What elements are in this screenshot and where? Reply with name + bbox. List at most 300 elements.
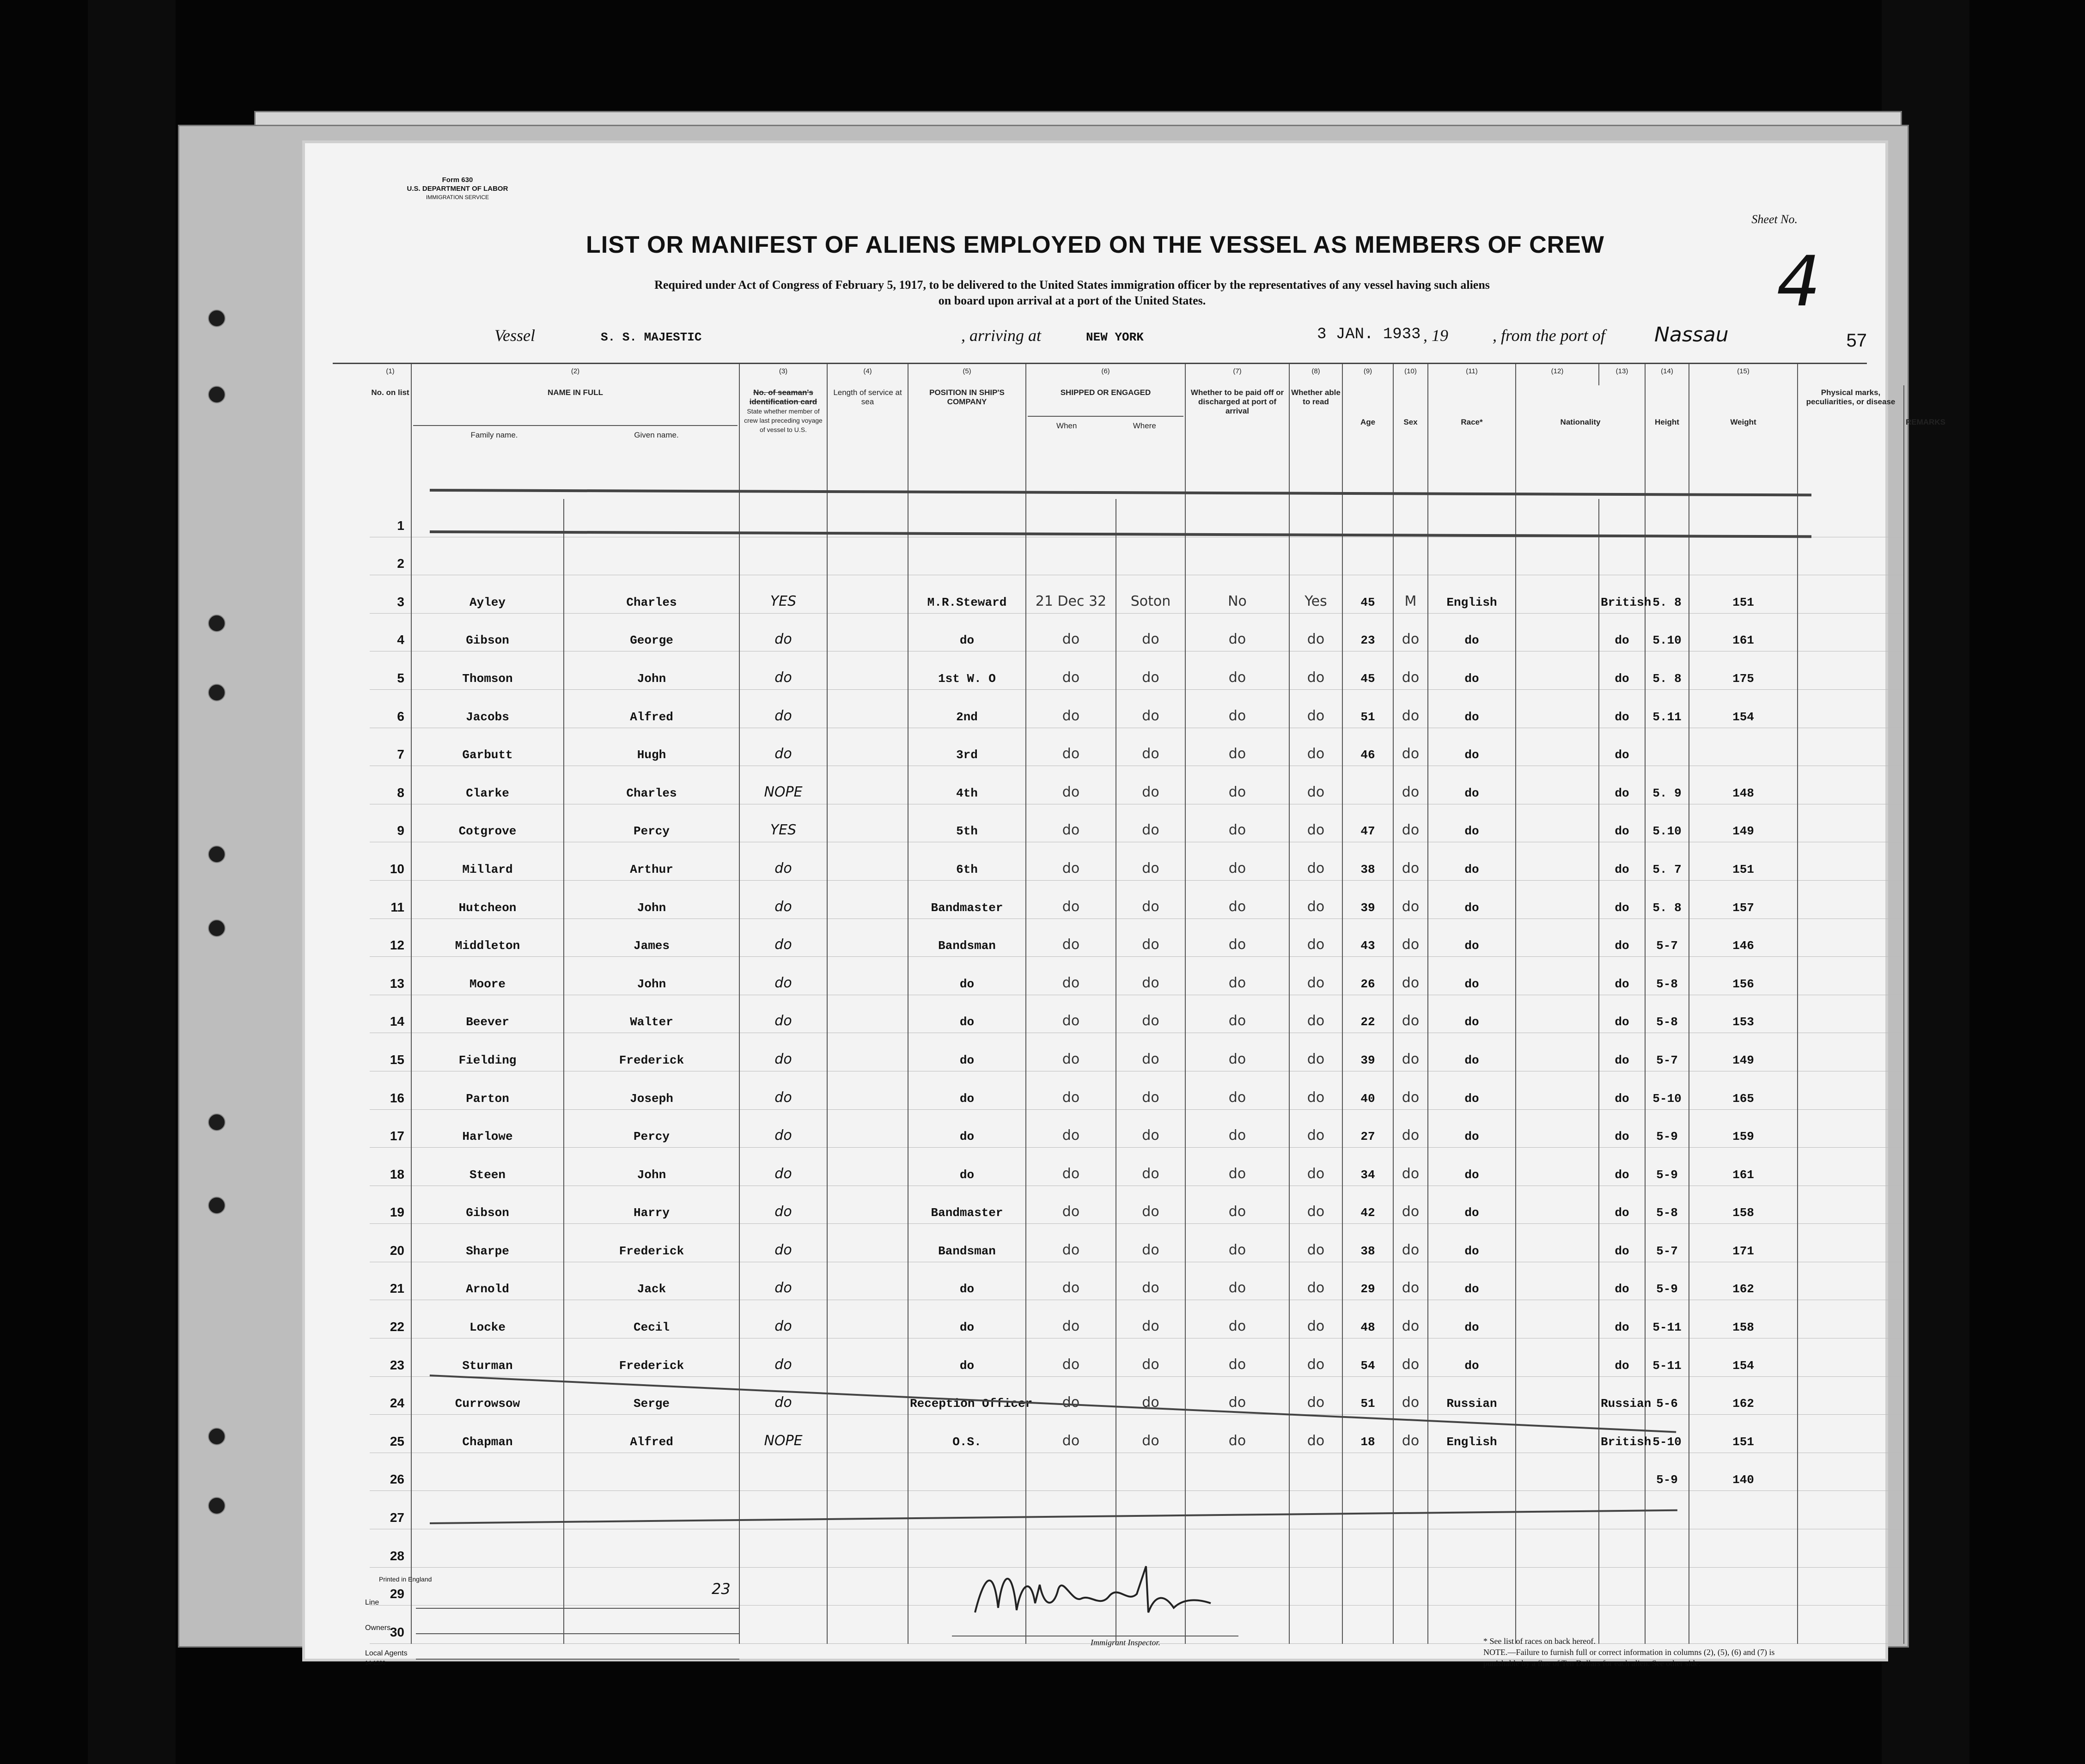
physical-marks-cell: [1798, 804, 1904, 842]
col-num: (13): [1599, 364, 1645, 385]
race-cell: do: [1428, 728, 1516, 766]
shipped-when-cell: do: [1026, 918, 1116, 957]
nationality-cell: [1599, 1529, 1645, 1568]
form-code: 14-1290: [365, 1660, 386, 1666]
shipped-when-cell: do: [1026, 1262, 1116, 1300]
length-service-cell: [827, 1262, 908, 1300]
race-cell: do: [1428, 957, 1516, 995]
shipped-when-cell: [1026, 499, 1116, 537]
nationality-cell: do: [1599, 880, 1645, 918]
nationality-cell: [1599, 1453, 1645, 1491]
shipped-when-cell: do: [1026, 842, 1116, 881]
weight-cell: 151: [1689, 842, 1798, 881]
shipped-where-cell: do: [1116, 689, 1185, 728]
position-cell: 3rd: [908, 728, 1026, 766]
shipped-where-cell: [1116, 1453, 1185, 1491]
previous-voyage-cell: do: [739, 1376, 827, 1415]
punch-hole: [208, 846, 226, 863]
height-cell: 5-10: [1645, 1415, 1689, 1453]
row-number: 7: [370, 728, 411, 766]
position-cell: [908, 1453, 1026, 1491]
given-name-cell: John: [564, 1148, 739, 1186]
race-cell: do: [1428, 995, 1516, 1033]
nationality-cell: [1599, 537, 1645, 575]
physical-marks-cell: [1798, 689, 1904, 728]
given-name-cell: Jack: [564, 1262, 739, 1300]
spacer-cell: [1516, 1224, 1599, 1262]
physical-marks-cell: [1798, 1453, 1904, 1491]
race-cell: do: [1428, 918, 1516, 957]
shipped-where-cell: Soton: [1116, 575, 1185, 614]
row-number: 16: [370, 1071, 411, 1109]
position-cell: O.S.: [908, 1415, 1026, 1453]
physical-marks-cell: [1798, 880, 1904, 918]
shipped-where-cell: do: [1116, 1376, 1185, 1415]
spacer-cell: [1516, 651, 1599, 690]
seaman-card-label: No. of seaman's identification card: [749, 388, 817, 406]
age-cell: 18: [1342, 1415, 1393, 1453]
sex-cell: do: [1393, 1224, 1428, 1262]
col-num: (11): [1428, 364, 1516, 385]
paid-off-cell: do: [1185, 1300, 1289, 1338]
race-cell: do: [1428, 766, 1516, 804]
vessel-line: [494, 323, 1858, 349]
physical-marks-cell: [1798, 1338, 1904, 1377]
family-name-cell: Cotgrove: [411, 804, 564, 842]
paid-off-cell: do: [1185, 1262, 1289, 1300]
sex-cell: [1393, 1453, 1428, 1491]
paid-off-cell: do: [1185, 842, 1289, 881]
position-cell: [908, 1491, 1026, 1529]
able-read-cell: [1289, 1567, 1342, 1606]
paid-off-cell: do: [1185, 1338, 1289, 1377]
family-name-cell: Locke: [411, 1300, 564, 1338]
col-num: (2): [411, 364, 739, 385]
family-name-cell: Beever: [411, 995, 564, 1033]
shipped-when-cell: do: [1026, 728, 1116, 766]
physical-marks-cell: [1798, 766, 1904, 804]
physical-marks-cell: [1798, 1300, 1904, 1338]
weight-cell: 157: [1689, 880, 1798, 918]
shipped-where-cell: do: [1116, 728, 1185, 766]
punch-hole: [208, 1197, 226, 1214]
spacer-cell: [1516, 995, 1599, 1033]
given-name-cell: Alfred: [564, 1415, 739, 1453]
position-cell: do: [908, 1148, 1026, 1186]
previous-voyage-cell: do: [739, 1224, 827, 1262]
height-cell: 5-9: [1645, 1453, 1689, 1491]
agents-underline: [416, 1659, 739, 1660]
family-name-cell: Middleton: [411, 918, 564, 957]
family-name-cell: [411, 1453, 564, 1491]
shipped-when-cell: do: [1026, 1376, 1116, 1415]
given-name-cell: Frederick: [564, 1338, 739, 1377]
given-name-cell: Charles: [564, 575, 739, 614]
manifest-subtitle: [518, 277, 1627, 309]
height-cell: [1645, 499, 1689, 537]
able-read-cell: do: [1289, 728, 1342, 766]
form-number: Form 630: [442, 176, 473, 184]
age-cell: [1342, 1606, 1393, 1644]
shipped-when-cell: do: [1026, 1224, 1116, 1262]
nationality-cell: do: [1599, 1071, 1645, 1109]
previous-voyage-cell: [739, 1606, 827, 1644]
previous-voyage-cell: [739, 1529, 827, 1568]
age-cell: [1342, 1453, 1393, 1491]
spacer-cell: [1516, 499, 1599, 537]
shipped-when-cell: do: [1026, 1300, 1116, 1338]
given-name-cell: Harry: [564, 1186, 739, 1224]
shipped-where-cell: do: [1116, 918, 1185, 957]
table-row: [370, 1224, 1904, 1262]
length-service-cell: [827, 842, 908, 881]
length-service-cell: [827, 1300, 908, 1338]
able-read-cell: do: [1289, 1033, 1342, 1071]
col-age: Age: [1342, 385, 1393, 499]
given-name-cell: James: [564, 918, 739, 957]
nationality-cell: do: [1599, 957, 1645, 995]
weight-cell: 159: [1689, 1109, 1798, 1148]
family-name-cell: Garbutt: [411, 728, 564, 766]
family-name-cell: [411, 1529, 564, 1568]
length-service-cell: [827, 689, 908, 728]
height-cell: 5. 8: [1645, 880, 1689, 918]
weight-cell: [1689, 728, 1798, 766]
given-name-cell: Frederick: [564, 1033, 739, 1071]
table-row: [370, 1109, 1904, 1148]
nationality-cell: [1599, 1567, 1645, 1606]
col-seaman-card: [739, 385, 827, 499]
age-cell: 27: [1342, 1109, 1393, 1148]
table-row: [370, 918, 1904, 957]
paid-off-cell: do: [1185, 1415, 1289, 1453]
previous-voyage-cell: do: [739, 1148, 827, 1186]
table-row: [370, 537, 1904, 575]
table-row: [370, 1186, 1904, 1224]
weight-cell: [1689, 499, 1798, 537]
table-row: [370, 804, 1904, 842]
sex-cell: do: [1393, 651, 1428, 690]
nationality-cell: do: [1599, 1033, 1645, 1071]
length-service-cell: [827, 1109, 908, 1148]
length-service-cell: [827, 880, 908, 918]
shipped-where-cell: do: [1116, 1338, 1185, 1377]
col-length-service: Length of service at sea: [827, 385, 908, 499]
nationality-cell: do: [1599, 1224, 1645, 1262]
length-service-cell: [827, 1148, 908, 1186]
family-name-cell: Fielding: [411, 1033, 564, 1071]
physical-marks-cell: [1798, 995, 1904, 1033]
age-cell: [1342, 1529, 1393, 1568]
shipped-where-cell: do: [1116, 766, 1185, 804]
footer-notes: [1483, 1636, 1807, 1669]
shipped-where-cell: do: [1116, 1262, 1185, 1300]
table-row: [370, 1300, 1904, 1338]
weight-cell: 149: [1689, 804, 1798, 842]
position-cell: M.R.Steward: [908, 575, 1026, 614]
family-name-cell: Parton: [411, 1071, 564, 1109]
weight-cell: [1689, 1529, 1798, 1568]
weight-cell: 146: [1689, 918, 1798, 957]
shipped-when-cell: do: [1026, 1415, 1116, 1453]
race-cell: [1428, 537, 1516, 575]
paid-off-cell: do: [1185, 957, 1289, 995]
row-number: 28: [370, 1529, 411, 1568]
sex-cell: do: [1393, 613, 1428, 651]
subtitle-line-1: Required under Act of Congress of February 5, 1917, to be delivered to the United States immigration officer by the representatives of any vessel having such aliens: [654, 278, 1490, 292]
length-service-cell: [827, 728, 908, 766]
length-service-cell: [827, 804, 908, 842]
paid-off-cell: do: [1185, 1109, 1289, 1148]
shipped-when-cell: [1026, 1453, 1116, 1491]
spacer-cell: [1516, 728, 1599, 766]
family-name-cell: Steen: [411, 1148, 564, 1186]
previous-voyage-cell: NOPE: [739, 766, 827, 804]
family-name-cell: Gibson: [411, 613, 564, 651]
position-cell: do: [908, 957, 1026, 995]
col-nationality: Nationality: [1516, 385, 1645, 499]
where-label: Where: [1133, 421, 1156, 430]
row-number: 26: [370, 1453, 411, 1491]
family-name-cell: Clarke: [411, 766, 564, 804]
given-name-cell: John: [564, 880, 739, 918]
height-cell: 5-8: [1645, 957, 1689, 995]
sex-cell: do: [1393, 766, 1428, 804]
age-cell: 38: [1342, 842, 1393, 881]
punch-hole: [208, 614, 226, 632]
able-read-cell: do: [1289, 1071, 1342, 1109]
sex-cell: do: [1393, 1262, 1428, 1300]
sex-cell: do: [1393, 1109, 1428, 1148]
nationality-cell: do: [1599, 689, 1645, 728]
age-cell: 39: [1342, 1033, 1393, 1071]
position-cell: 1st W. O: [908, 651, 1026, 690]
nationality-cell: do: [1599, 613, 1645, 651]
height-cell: 5-10: [1645, 1071, 1689, 1109]
table-row: [370, 1262, 1904, 1300]
physical-marks-cell: [1798, 1606, 1904, 1644]
shipped-when-cell: do: [1026, 1109, 1116, 1148]
row-number: 29: [370, 1567, 411, 1606]
row-number: 17: [370, 1109, 411, 1148]
race-cell: do: [1428, 1224, 1516, 1262]
previous-voyage-cell: do: [739, 651, 827, 690]
age-cell: 51: [1342, 689, 1393, 728]
previous-voyage-cell: do: [739, 689, 827, 728]
shipped-where-cell: [1116, 537, 1185, 575]
shipped-when-cell: do: [1026, 689, 1116, 728]
family-name-cell: Sharpe: [411, 1224, 564, 1262]
weight-cell: 162: [1689, 1376, 1798, 1415]
col-height: Height: [1645, 385, 1689, 499]
previous-voyage-cell: do: [739, 728, 827, 766]
able-read-cell: do: [1289, 842, 1342, 881]
table-row: [370, 1453, 1904, 1491]
manifest-title: LIST OR MANIFEST OF ALIENS EMPLOYED ON THE VESSEL AS MEMBERS OF CREW: [586, 231, 1604, 258]
shipped-when-cell: do: [1026, 957, 1116, 995]
previous-voyage-cell: do: [739, 995, 827, 1033]
age-cell: 38: [1342, 1224, 1393, 1262]
height-cell: 5. 8: [1645, 575, 1689, 614]
spacer-cell: [1516, 1186, 1599, 1224]
subtitle-line-2: on board upon arrival at a port of the United States.: [938, 294, 1206, 307]
row-number: 13: [370, 957, 411, 995]
arriving-port: NEW YORK: [1086, 330, 1144, 344]
physical-marks-cell: [1798, 842, 1904, 881]
nationality-cell: [1599, 499, 1645, 537]
row-number: 21: [370, 1262, 411, 1300]
sheet-number-label: Sheet No.: [1751, 213, 1798, 226]
previous-voyage-cell: do: [739, 1338, 827, 1377]
height-cell: 5. 8: [1645, 651, 1689, 690]
height-cell: 5.11: [1645, 689, 1689, 728]
line-label: Line: [365, 1599, 379, 1606]
physical-marks-cell: [1798, 1415, 1904, 1453]
able-read-cell: [1289, 1606, 1342, 1644]
height-cell: 5-11: [1645, 1338, 1689, 1377]
manifest-body: [370, 364, 1904, 1643]
weight-cell: [1689, 1491, 1798, 1529]
col-num: (4): [827, 364, 908, 385]
col-sex: Sex: [1393, 385, 1428, 499]
physical-marks-cell: [1798, 1491, 1904, 1529]
shipped-where-cell: do: [1116, 613, 1185, 651]
table-row: [370, 728, 1904, 766]
family-name-cell: Millard: [411, 842, 564, 881]
sex-cell: do: [1393, 1300, 1428, 1338]
race-cell: do: [1428, 613, 1516, 651]
position-cell: do: [908, 1338, 1026, 1377]
nationality-cell: Russian: [1599, 1376, 1645, 1415]
row-number: 11: [370, 880, 411, 918]
row-number: 25: [370, 1415, 411, 1453]
agents-label: Local Agents: [365, 1649, 408, 1657]
row-number: 3: [370, 575, 411, 614]
age-cell: 45: [1342, 651, 1393, 690]
given-name-label: Given name.: [634, 431, 679, 439]
length-service-cell: [827, 613, 908, 651]
sex-cell: do: [1393, 1415, 1428, 1453]
year-label: , 19: [1423, 326, 1448, 345]
length-service-cell: [827, 1071, 908, 1109]
physical-marks-cell: [1798, 1109, 1904, 1148]
physical-marks-cell: [1798, 613, 1904, 651]
length-service-cell: [827, 651, 908, 690]
count-note: 23: [712, 1580, 731, 1598]
race-cell: Russian: [1428, 1376, 1516, 1415]
shipped-when-cell: do: [1026, 1148, 1116, 1186]
paid-off-cell: do: [1185, 1376, 1289, 1415]
height-cell: 5-11: [1645, 1300, 1689, 1338]
vessel-label: Vessel: [494, 326, 535, 345]
shipped-when-cell: do: [1026, 766, 1116, 804]
spacer-cell: [1516, 1338, 1599, 1377]
sheet-number-value: 4: [1776, 242, 1821, 322]
position-cell: do: [908, 1262, 1026, 1300]
shipped-where-cell: do: [1116, 1109, 1185, 1148]
nationality-cell: do: [1599, 1300, 1645, 1338]
spacer-cell: [1516, 1376, 1599, 1415]
row-number: 12: [370, 918, 411, 957]
shipped-where-cell: do: [1116, 880, 1185, 918]
given-name-cell: [564, 1453, 739, 1491]
age-cell: 39: [1342, 880, 1393, 918]
col-weight: Weight: [1689, 385, 1798, 499]
length-service-cell: [827, 1606, 908, 1644]
col-position: POSITION IN SHIP'S COMPANY: [908, 385, 1026, 499]
spacer-cell: [1516, 1071, 1599, 1109]
vessel-name: S. S. MAJESTIC: [601, 330, 702, 344]
sex-cell: do: [1393, 842, 1428, 881]
table-row: [370, 575, 1904, 614]
shipped-where-cell: do: [1116, 842, 1185, 881]
paid-off-cell: do: [1185, 689, 1289, 728]
previous-voyage-cell: do: [739, 613, 827, 651]
paid-off-cell: [1185, 537, 1289, 575]
table-row: [370, 1071, 1904, 1109]
able-read-cell: do: [1289, 1186, 1342, 1224]
nationality-cell: do: [1599, 918, 1645, 957]
paid-off-cell: do: [1185, 1186, 1289, 1224]
row-number: 2: [370, 537, 411, 575]
able-read-cell: do: [1289, 918, 1342, 957]
punch-hole: [208, 1113, 226, 1131]
nationality-cell: do: [1599, 1186, 1645, 1224]
weight-cell: 158: [1689, 1300, 1798, 1338]
given-name-cell: Arthur: [564, 842, 739, 881]
weight-cell: 151: [1689, 575, 1798, 614]
given-name-cell: Hugh: [564, 728, 739, 766]
age-cell: 45: [1342, 575, 1393, 614]
row-number: 19: [370, 1186, 411, 1224]
position-cell: do: [908, 1300, 1026, 1338]
previous-voyage-cell: NOPE: [739, 1415, 827, 1453]
col-num: (1): [386, 367, 395, 375]
previous-voyage-cell: do: [739, 957, 827, 995]
age-cell: 46: [1342, 728, 1393, 766]
col-num: (6): [1026, 364, 1185, 385]
table-row: [370, 842, 1904, 881]
sex-cell: do: [1393, 957, 1428, 995]
shipped-subheaders: [1028, 416, 1183, 431]
length-service-cell: [827, 1529, 908, 1568]
name-subheaders: [413, 425, 738, 440]
shipped-where-cell: do: [1116, 1415, 1185, 1453]
weight-cell: [1689, 537, 1798, 575]
able-read-cell: do: [1289, 1109, 1342, 1148]
able-read-cell: [1289, 499, 1342, 537]
given-name-cell: [564, 1606, 739, 1644]
manifest-sheet: [305, 143, 1896, 1668]
length-service-cell: [827, 918, 908, 957]
shipped-label: SHIPPED OR ENGAGED: [1060, 388, 1151, 397]
position-cell: [908, 499, 1026, 537]
shipped-where-cell: do: [1116, 1071, 1185, 1109]
race-cell: do: [1428, 1071, 1516, 1109]
able-read-cell: [1289, 1491, 1342, 1529]
shipped-where-cell: do: [1116, 1224, 1185, 1262]
sex-cell: do: [1393, 1148, 1428, 1186]
name-in-full-label: NAME IN FULL: [548, 388, 603, 397]
physical-marks-cell: [1798, 1224, 1904, 1262]
col-shipped: [1026, 385, 1185, 499]
age-cell: 47: [1342, 804, 1393, 842]
physical-marks-cell: [1798, 575, 1904, 614]
age-cell: [1342, 499, 1393, 537]
race-cell: do: [1428, 804, 1516, 842]
shipped-when-cell: do: [1026, 995, 1116, 1033]
able-read-cell: do: [1289, 1262, 1342, 1300]
